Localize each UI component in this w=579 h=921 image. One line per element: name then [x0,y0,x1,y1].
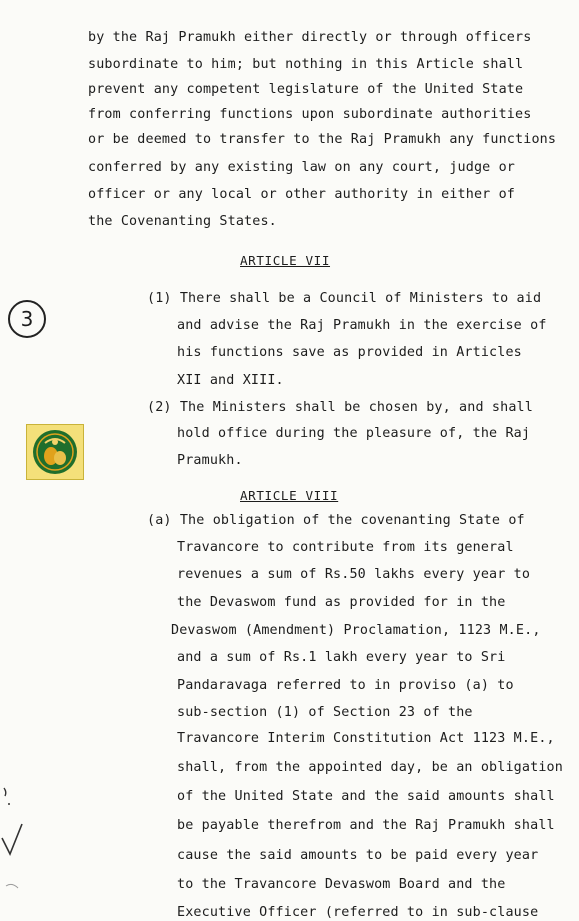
article-vii-clause-1-line: his functions save as provided in Articles [177,345,522,360]
article-vii-clause-2-line: hold office during the pleasure of, the Raj [177,426,531,441]
intro-line: or be deemed to transfer to the Raj Pramukh any functions [88,132,557,147]
intro-line: subordinate to him; but nothing in this Article shall [88,57,524,72]
article-viii-heading: ARTICLE VIII [240,488,339,503]
article-viii-clause-a-line: and a sum of Rs.1 lakh every year to Sri [177,650,506,665]
intro-line: conferred by any existing law on any court, judge or [88,160,516,175]
intro-line: officer or any local or other authority in either of [88,187,516,202]
article-viii-clause-a-line: the Devaswom fund as provided for in the [177,595,506,610]
article-viii-clause-a-line: revenues a sum of Rs.50 lakhs every year to [177,567,531,582]
seal-emblem-icon [26,424,84,480]
article-vii-clause-2-line: Pramukh. [177,453,243,468]
article-viii-clause-a-line: be payable therefrom and the Raj Pramukh shall [177,818,555,833]
article-vii-clause-1-line: XII and XIII. [177,373,284,388]
circled-number: 3 [20,307,34,331]
article-viii-clause-a-line: Pandaravaga referred to in proviso (a) to [177,678,514,693]
article-viii-clause-a-line: to the Travancore Devaswom Board and the [177,877,506,892]
article-viii-clause-a-line: Travancore to contribute from its general [177,540,514,555]
intro-line: prevent any competent legislature of the United State [88,82,524,97]
article-viii-clause-a-line: sub-section (1) of Section 23 of the [177,705,473,720]
intro-line: from conferring functions upon subordinate authorities [88,107,532,122]
article-viii-clause-a-line: Executive Officer (referred to in sub-clause [177,905,539,920]
article-viii-clause-a-line: cause the said amounts to be paid every year [177,848,539,863]
circled-number-mark [8,300,46,338]
article-vii-clause-2-line: (2) The Ministers shall be chosen by, and shall [147,400,533,415]
article-vii-clause-1-line: (1) There shall be a Council of Ministers to aid [147,291,542,306]
article-viii-clause-a-line: of the United State and the said amounts shall [177,789,555,804]
intro-line: the Covenanting States. [88,214,277,229]
article-vii-clause-1-line: and advise the Raj Pramukh in the exercise of [177,318,547,333]
article-viii-clause-a-line: Devaswom (Amendment) Proclamation, 1123 M.E., [171,623,541,638]
article-viii-clause-a-line: Travancore Interim Constitution Act 1123 M.E., [177,731,555,746]
margin-pen-mark [0,780,40,910]
article-vii-heading: ARTICLE VII [240,253,331,268]
intro-line: by the Raj Pramukh either directly or through officers [88,30,532,45]
article-viii-clause-a-line: (a) The obligation of the covenanting State of [147,513,525,528]
article-viii-clause-a-line: shall, from the appointed day, be an obligation [177,760,563,775]
